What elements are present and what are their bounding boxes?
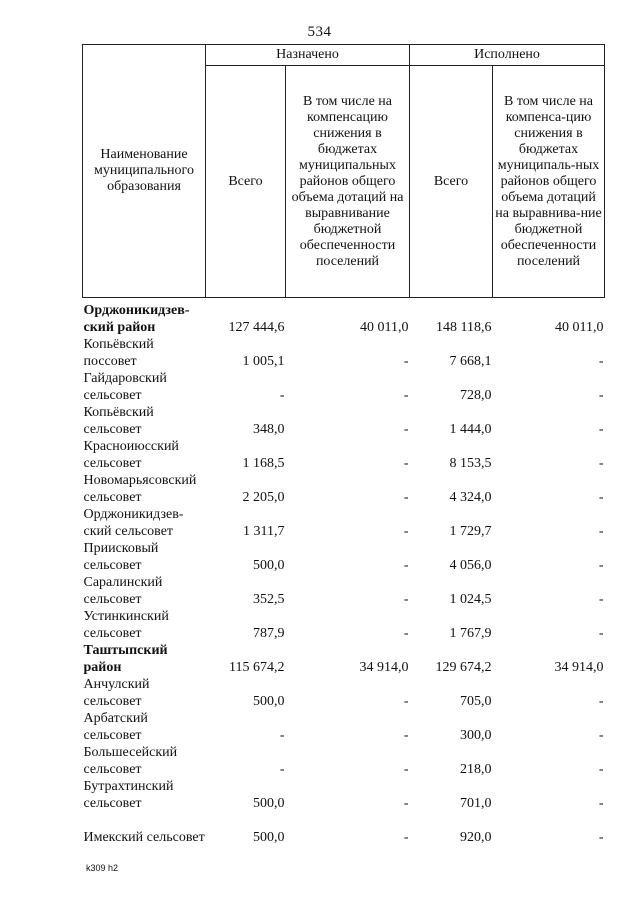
cell-executed-total: 4 056,0 [449,558,492,573]
cell-assigned-including: - [403,354,409,369]
table-row [83,608,605,642]
header-assigned-including: В том числе на компенсацию снижения в бюджетах муниципальных районов общего объема дотаций на выравнивание бюджетной обеспеченности поселений [286,66,410,298]
cell-executed-total: 148 118,6 [436,320,492,335]
table-row [83,574,605,608]
table-row-district [83,298,605,337]
table-row [83,506,605,540]
cell-name: Бутрахтинский сельсовет [83,779,174,811]
cell-name: Копьёвский сельсовет [83,405,154,437]
cell-assigned-including: - [403,388,409,403]
cell-assigned-including: - [403,490,409,505]
cell-executed-including: - [598,830,604,845]
cell-executed-including: - [598,592,604,607]
cell-assigned-total: 787,9 [253,626,285,641]
header-name-column: Наименование муниципального образования [83,45,206,298]
cell-executed-including: - [598,524,604,539]
table-row [83,472,605,506]
cell-executed-including: 34 914,0 [554,660,604,675]
table-row [83,778,605,812]
cell-assigned-including: - [403,456,409,471]
table-row [83,438,605,472]
cell-assigned-including: - [403,626,409,641]
cell-assigned-including: - [403,592,409,607]
cell-executed-total: 920,0 [460,830,492,845]
cell-name: Анчулский сельсовет [83,677,150,709]
cell-name: Устинкинский сельсовет [83,609,169,641]
cell-assigned-including: - [403,762,409,777]
header-row-groups [83,45,605,66]
table-row [83,370,605,404]
cell-assigned-total: 1 311,7 [243,524,285,539]
cell-executed-including: - [598,456,604,471]
cell-name: Большесейский сельсовет [83,745,178,777]
cell-executed-including: - [598,626,604,641]
cell-executed-including: - [598,422,604,437]
header-executed-including: В том числе на компенса-цию снижения в бюджетах муниципаль-ных районов общего объема дотаций на выравнива-ние бюджетной обеспеченности поселений [493,66,605,298]
cell-assigned-including: - [403,558,409,573]
header-executed-total: Всего [410,66,493,298]
cell-name: Таштыпский район [83,643,168,675]
table-row [83,812,605,846]
cell-assigned-including: - [403,694,409,709]
cell-assigned-including: - [403,422,409,437]
cell-assigned-total: 352,5 [253,592,285,607]
page-number: 534 [307,24,332,40]
cell-executed-total: 7 668,1 [449,354,492,369]
cell-assigned-including: - [403,524,409,539]
cell-executed-including: - [598,796,604,811]
table-header [83,45,605,298]
cell-assigned-including: 34 914,0 [359,660,409,675]
cell-executed-total: 1 444,0 [449,422,492,437]
cell-name: Имекский сельсовет [83,830,205,845]
cell-executed-including: - [598,388,604,403]
cell-assigned-total: 127 444,6 [228,320,285,335]
cell-name: Саралинский сельсовет [83,575,163,607]
cell-executed-total: 1 729,7 [449,524,492,539]
cell-assigned-including: - [403,728,409,743]
cell-executed-total: 4 324,0 [449,490,492,505]
cell-assigned-total: - [279,762,285,777]
cell-executed-including: - [598,762,604,777]
cell-executed-including: - [598,490,604,505]
cell-assigned-total: 115 674,2 [229,660,285,675]
cell-name: Гайдаровский сельсовет [83,371,167,403]
cell-executed-including: - [598,694,604,709]
table-row-district [83,642,605,676]
cell-assigned-total: 348,0 [253,422,285,437]
cell-executed-including: - [598,728,604,743]
cell-assigned-total: 2 205,0 [242,490,285,505]
cell-name: Орджоникидзев-ский сельсовет [83,507,184,539]
cell-executed-total: 300,0 [460,728,492,743]
table-row [83,404,605,438]
cell-name: Копьёвский поссовет [83,337,154,369]
cell-assigned-total: - [279,728,285,743]
table-row [83,540,605,574]
cell-executed-including: 40 011,0 [555,320,604,335]
cell-assigned-total: - [279,388,285,403]
cell-executed-total: 218,0 [460,762,492,777]
cell-name: Арбатский сельсовет [83,711,148,743]
cell-assigned-total: 500,0 [253,830,285,845]
table-row [83,710,605,744]
header-group-assigned: Назначено [206,45,410,66]
footer-code: k309 h2 [86,863,119,873]
cell-executed-total: 728,0 [460,388,492,403]
cell-assigned-total: 500,0 [253,558,285,573]
cell-assigned-including: - [403,830,409,845]
cell-executed-total: 1 767,9 [449,626,492,641]
cell-executed-total: 705,0 [460,694,492,709]
cell-executed-total: 129 674,2 [435,660,492,675]
cell-assigned-total: 500,0 [253,694,285,709]
cell-assigned-including: 40 011,0 [360,320,409,335]
cell-executed-including: - [598,354,604,369]
cell-assigned-total: 500,0 [253,796,285,811]
cell-executed-including: - [598,558,604,573]
cell-executed-total: 1 024,5 [449,592,492,607]
cell-name: Приисковый сельсовет [83,541,159,573]
cell-name: Орджоникидзев-ский район [83,303,190,335]
budget-table [82,44,605,846]
cell-assigned-total: 1 168,5 [242,456,285,471]
cell-executed-total: 701,0 [460,796,492,811]
table-body [83,298,605,847]
header-group-executed: Исполнено [410,45,605,66]
cell-name: Красноиюсский сельсовет [83,439,179,471]
cell-executed-total: 8 153,5 [449,456,492,471]
cell-assigned-including: - [403,796,409,811]
cell-assigned-total: 1 005,1 [242,354,285,369]
table-row [83,336,605,370]
header-assigned-total: Всего [206,66,286,298]
cell-name: Новомарьясовский сельсовет [83,473,197,505]
table-row [83,676,605,710]
table-row [83,744,605,778]
